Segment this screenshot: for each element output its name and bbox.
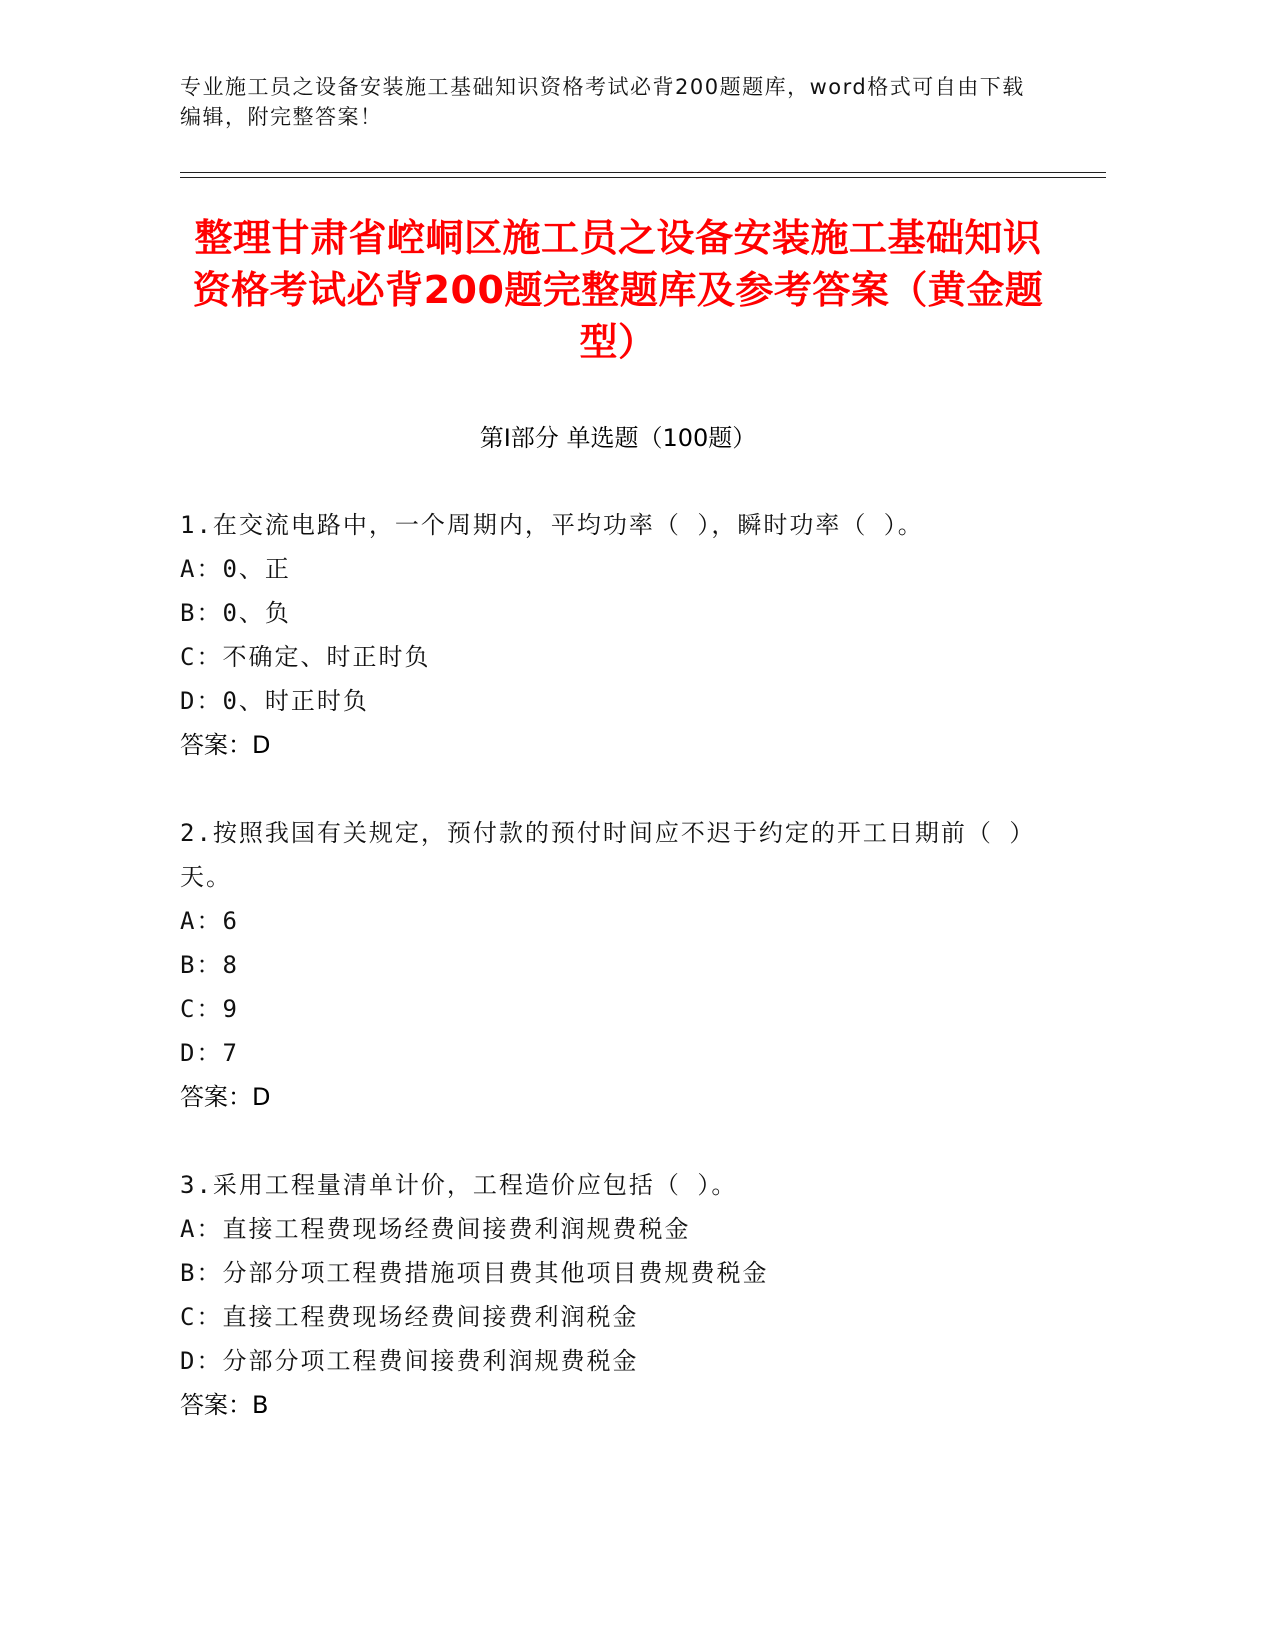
answer: 答案：B bbox=[180, 1391, 269, 1419]
question-stem: 1.在交流电路中，一个周期内，平均功率（ ），瞬时功率（ ）。 bbox=[180, 511, 924, 539]
option-d: D：7 bbox=[180, 1039, 239, 1067]
section-title: 第Ⅰ部分 单选题（100题） bbox=[479, 424, 757, 452]
question-1 bbox=[180, 503, 1060, 767]
option-d: D：0、时正时负 bbox=[180, 687, 369, 715]
option-c: C：不确定、时正时负 bbox=[180, 643, 431, 671]
option-c: C：直接工程费现场经费间接费利润税金 bbox=[180, 1303, 639, 1331]
option-b: B：8 bbox=[180, 951, 239, 979]
answer: 答案：D bbox=[180, 1083, 271, 1111]
header-divider-top bbox=[180, 172, 1106, 173]
question-stem: 2.按照我国有关规定，预付款的预付时间应不迟于约定的开工日期前（ ）天。 bbox=[180, 819, 1024, 891]
option-a: A：0、正 bbox=[180, 555, 291, 583]
question-2 bbox=[180, 811, 1060, 1119]
question-list bbox=[180, 503, 1060, 1471]
option-b: B：分部分项工程费措施项目费其他项目费规费税金 bbox=[180, 1259, 769, 1287]
header-note: 专业施工员之设备安装施工基础知识资格考试必背200题题库，word格式可自由下载编辑，附完整答案！ bbox=[180, 75, 1025, 129]
header-divider-bottom bbox=[180, 177, 1106, 178]
question-3 bbox=[180, 1163, 1060, 1427]
option-c: C：9 bbox=[180, 995, 239, 1023]
document-title: 整理甘肃省崆峒区施工员之设备安装施工基础知识资格考试必背200题完整题库及参考答案（黄金题型） bbox=[192, 216, 1044, 364]
option-d: D：分部分项工程费间接费利润规费税金 bbox=[180, 1347, 639, 1375]
answer: 答案：D bbox=[180, 731, 271, 759]
option-b: B：0、负 bbox=[180, 599, 291, 627]
option-a: A：6 bbox=[180, 907, 239, 935]
option-a: A：直接工程费现场经费间接费利润规费税金 bbox=[180, 1215, 691, 1243]
question-stem: 3.采用工程量清单计价，工程造价应包括（ ）。 bbox=[180, 1171, 738, 1199]
